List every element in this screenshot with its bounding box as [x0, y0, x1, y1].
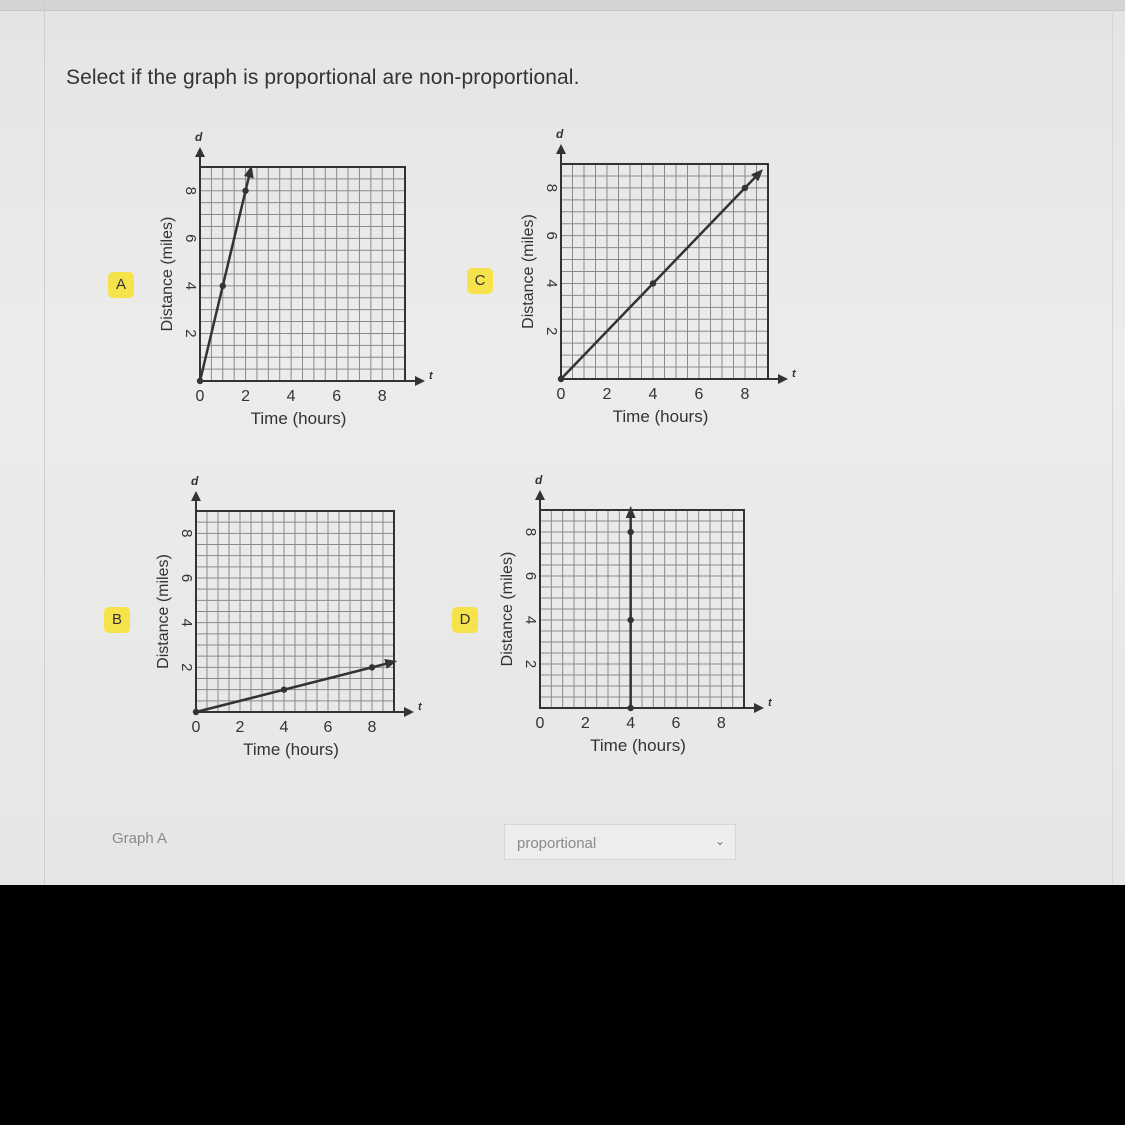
- y-tick-label: 6: [543, 231, 561, 240]
- chevron-down-icon: ⌄: [714, 834, 725, 848]
- chart-d: [499, 473, 773, 755]
- y-axis-arrow-b: [191, 491, 201, 501]
- x-tick-label: 6: [694, 386, 704, 403]
- x-tick-label: 0: [191, 719, 201, 736]
- x-axis-arrow-b: [404, 707, 414, 717]
- data-point: [742, 185, 748, 191]
- y-var-d: d: [535, 473, 543, 487]
- y-tick-label: 2: [182, 329, 200, 338]
- x-axis-title-d: Time (hours): [590, 736, 686, 755]
- y-tick-label: 8: [178, 529, 196, 538]
- data-line-b: [196, 662, 393, 712]
- x-axis-arrow-a: [415, 376, 425, 386]
- x-tick-label: 4: [626, 715, 636, 732]
- data-point: [197, 378, 203, 384]
- data-point: [193, 709, 199, 715]
- y-tick-label: 4: [522, 615, 540, 625]
- top-bar: [0, 0, 1125, 11]
- x-var-d: t: [768, 697, 772, 709]
- y-tick-label: 6: [522, 571, 540, 581]
- grid-b: [196, 511, 394, 712]
- data-point: [627, 705, 633, 711]
- x-tick-label: 0: [535, 715, 545, 732]
- x-tick-label: 2: [580, 715, 590, 732]
- data-line-arrow-c: [751, 169, 763, 181]
- y-tick-label: 2: [178, 663, 196, 672]
- y-axis-arrow-a: [195, 147, 205, 157]
- x-tick-label: 8: [716, 715, 726, 732]
- x-tick-label: 8: [740, 386, 750, 403]
- y-axis-title-d: Distance (miles): [499, 551, 516, 667]
- data-point: [627, 529, 633, 535]
- y-tick-label: 8: [543, 183, 561, 193]
- chart-a: [159, 130, 434, 428]
- badge-a: A: [108, 272, 134, 298]
- plot-frame-c: [561, 164, 768, 379]
- y-tick-label: 8: [182, 186, 200, 195]
- y-axis-title-a: Distance (miles): [159, 216, 176, 332]
- data-line-arrow-a: [244, 165, 254, 178]
- data-line-a: [200, 169, 251, 381]
- x-tick-label: 2: [602, 386, 612, 403]
- data-point: [369, 664, 375, 670]
- x-tick-label: 0: [556, 386, 566, 403]
- x-var-a: t: [429, 370, 433, 382]
- x-axis-title-b: Time (hours): [243, 740, 339, 759]
- y-tick-label: 6: [178, 573, 196, 583]
- y-tick-label: 2: [543, 327, 561, 336]
- y-tick-label: 8: [522, 527, 540, 537]
- y-axis-arrow-d: [535, 490, 545, 500]
- y-tick-label: 4: [543, 279, 561, 288]
- x-var-c: t: [792, 368, 796, 380]
- chart-c: [520, 127, 797, 426]
- data-point: [558, 376, 564, 382]
- x-tick-label: 6: [332, 388, 342, 405]
- data-point: [650, 280, 656, 286]
- x-var-b: t: [418, 701, 422, 713]
- grid-a: [200, 167, 405, 381]
- chart-b: [155, 474, 423, 759]
- x-tick-label: 8: [367, 719, 377, 736]
- y-var-b: d: [191, 474, 199, 488]
- plot-frame-d: [540, 510, 744, 708]
- data-line-arrow-d: [626, 506, 636, 518]
- data-point: [242, 188, 248, 194]
- data-point: [281, 686, 287, 692]
- y-axis-arrow-c: [556, 144, 566, 154]
- y-tick-label: 4: [182, 281, 200, 291]
- y-tick-label: 4: [178, 618, 196, 627]
- x-tick-label: 4: [279, 719, 289, 736]
- y-axis-title-c: Distance (miles): [520, 214, 537, 329]
- x-tick-label: 6: [323, 719, 333, 736]
- x-tick-label: 0: [195, 388, 205, 405]
- plot-frame-a: [200, 167, 405, 381]
- badge-d: D: [452, 607, 478, 633]
- data-point: [220, 283, 226, 289]
- x-axis-title-c: Time (hours): [612, 407, 709, 426]
- x-tick-label: 4: [648, 386, 658, 403]
- question-text: Select if the graph is proportional are non-proportional.: [66, 66, 580, 89]
- y-tick-label: 6: [182, 234, 200, 243]
- grid-c: [561, 164, 768, 379]
- badge-c: C: [467, 268, 493, 294]
- y-axis-title-b: Distance (miles): [155, 554, 172, 669]
- data-line-arrow-b: [384, 659, 397, 669]
- x-axis-arrow-d: [754, 703, 764, 713]
- x-tick-label: 2: [241, 388, 251, 405]
- answer-label: Graph A: [112, 830, 168, 847]
- y-tick-label: 2: [522, 659, 540, 669]
- x-tick-label: 2: [235, 719, 245, 736]
- select-value: proportional: [517, 835, 597, 852]
- proportionality-select[interactable]: [504, 824, 736, 860]
- x-tick-label: 8: [377, 388, 387, 405]
- y-var-c: d: [556, 127, 564, 141]
- grid-d: [540, 510, 744, 708]
- x-axis-arrow-c: [778, 374, 788, 384]
- x-axis-title-a: Time (hours): [250, 409, 347, 428]
- x-tick-label: 4: [286, 388, 296, 405]
- plot-frame-b: [196, 511, 394, 712]
- content-border-right: [1112, 0, 1113, 885]
- badge-b: B: [104, 607, 130, 633]
- data-line-c: [561, 172, 760, 379]
- content-border-left: [44, 0, 45, 885]
- x-tick-label: 6: [671, 715, 681, 732]
- y-var-a: d: [195, 130, 203, 144]
- data-point: [627, 617, 633, 623]
